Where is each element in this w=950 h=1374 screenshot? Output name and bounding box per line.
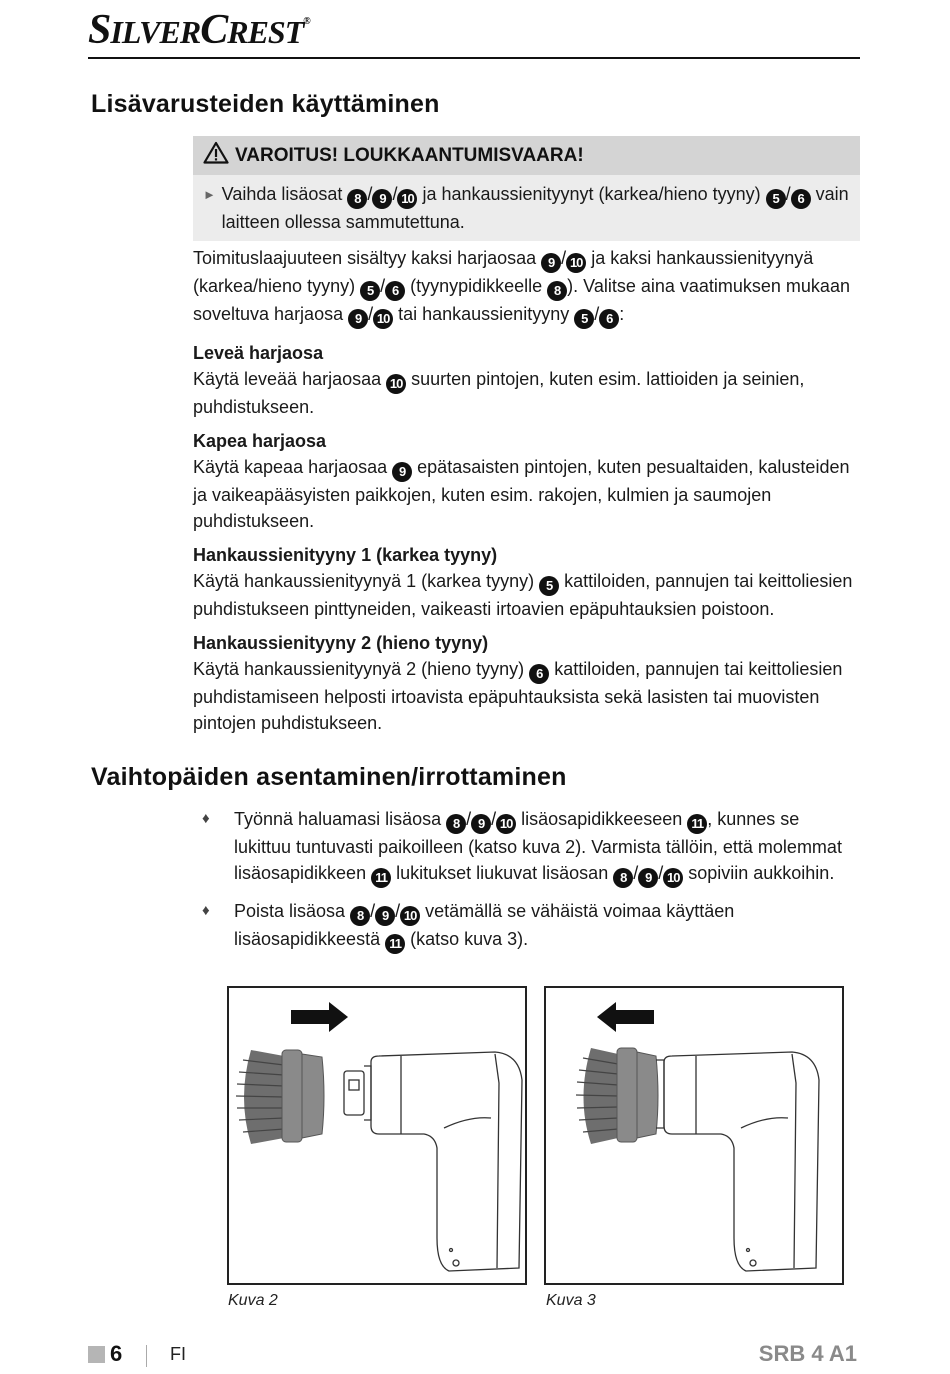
part-number-badge: 9: [392, 462, 412, 482]
diamond-bullet-icon: ♦: [202, 810, 210, 827]
subsection-title: Leveä harjaosa: [193, 343, 324, 363]
part-number-badge: 8: [347, 189, 367, 209]
text: /: [491, 809, 497, 829]
logo-letter: S: [88, 7, 111, 53]
footer-divider: [146, 1345, 147, 1367]
part-number-badge: 9: [638, 868, 658, 888]
logo-part: ILVER: [110, 14, 201, 50]
brush-head-illustration: [576, 1048, 658, 1144]
text: /: [380, 276, 386, 296]
warning-box: [193, 136, 860, 241]
subsection-title: Kapea harjaosa: [193, 431, 327, 451]
text: ). Valitse aina vaatimuksen mukaan soveltuva harjaosa: [193, 276, 850, 324]
device-illustration: [229, 988, 525, 1283]
registered-mark: ®: [303, 16, 310, 27]
page-number: 6: [110, 1341, 123, 1366]
warning-header: [193, 136, 860, 175]
figure-detach: [544, 986, 844, 1285]
part-number-badge: 10: [496, 814, 516, 834]
part-number-badge: 6: [385, 281, 405, 301]
part-number-badge: 10: [566, 253, 586, 273]
triangle-bullet-icon: ►: [203, 187, 216, 202]
figure-caption: Kuva 2: [228, 1292, 278, 1309]
list-item: [200, 806, 850, 888]
figure-caption: Kuva 3: [546, 1292, 596, 1309]
part-number-badge: 9: [471, 814, 491, 834]
text: Työnnä haluamasi lisäosa: [234, 809, 447, 829]
subsection-title: Hankaussienityyny 2 (hieno tyyny): [193, 633, 489, 653]
section-title-attach-detach: Vaihtopäiden asentaminen/irrottaminen: [91, 763, 567, 791]
part-number-badge: 9: [541, 253, 561, 273]
text: Käytä kapeaa harjaosaa: [193, 457, 393, 477]
text: (tyynypidikkeelle: [405, 276, 548, 296]
model-number: SRB 4 A1: [758, 1341, 857, 1366]
figure-attach: [227, 986, 527, 1285]
text: Poista lisäosa: [234, 901, 351, 921]
text: /: [785, 184, 791, 204]
brand-logo: [88, 6, 310, 54]
subsection-narrow-brush: [193, 428, 853, 534]
part-number-badge: 10: [386, 374, 406, 394]
diamond-bullet-icon: ♦: [202, 902, 210, 919]
text: /: [633, 863, 639, 883]
part-number-badge: 6: [791, 189, 811, 209]
part-number-badge: 11: [371, 868, 391, 888]
warning-title: VAROITUS! LOUKKAANTUMISVAARA!: [235, 144, 584, 166]
text: ja kaksi hankaussienityynyä (karkea/hieno tyyny): [193, 248, 814, 296]
part-number-badge: 10: [397, 189, 417, 209]
text: /: [658, 863, 664, 883]
part-number-badge: 5: [360, 281, 380, 301]
part-number-badge: 10: [663, 868, 683, 888]
logo-part: REST: [227, 14, 304, 50]
text: lukitukset liukuvat lisäosan: [391, 863, 614, 883]
part-number-badge: 8: [613, 868, 633, 888]
text: Käytä hankaussienityynyä 2 (hieno tyyny): [193, 659, 530, 679]
text: , kunnes se lukittuu tuntuvasti paikoilleen (katso kuva 2). Varmista tällöin, että molemmat lisäosapidikkeen: [234, 809, 842, 883]
list-item-text: [234, 806, 850, 888]
text: Vaihda lisäosat: [221, 184, 348, 204]
warning-item: [193, 175, 860, 241]
part-number-badge: 5: [766, 189, 786, 209]
part-number-badge: 8: [350, 906, 370, 926]
text: :: [619, 304, 625, 324]
part-number-badge: 6: [599, 309, 619, 329]
section-title-accessories: Lisävarusteiden käyttäminen: [91, 90, 440, 118]
part-number-badge: 10: [400, 906, 420, 926]
text: Käytä hankaussienityynyä 1 (karkea tyyny): [193, 571, 540, 591]
text: sopiviin aukkoihin.: [683, 863, 835, 883]
text: /: [367, 184, 373, 204]
header-divider: [88, 57, 860, 59]
text: /: [368, 304, 374, 324]
intro-paragraph: [193, 245, 853, 329]
text: (katso kuva 3).: [405, 929, 529, 949]
device-body-illustration: [656, 1052, 819, 1271]
text: suurten pintojen, kuten esim. lattioiden ja seinien, puhdistukseen.: [193, 369, 805, 417]
list-item: [200, 898, 850, 954]
part-number-badge: 5: [574, 309, 594, 329]
part-number-badge: 9: [372, 189, 392, 209]
text: Toimituslaajuuteen sisältyy kaksi harjaosaa: [193, 248, 542, 268]
text: kattiloiden, pannujen tai keittoliesien puhdistukseen pinttyneiden, vaikeasti irtoavien epäpuhtauksien poistoon.: [193, 571, 853, 619]
text: /: [561, 248, 567, 268]
brush-head-illustration: [236, 1050, 324, 1144]
list-item-text: [234, 898, 850, 954]
text: /: [466, 809, 472, 829]
language-code: FI: [170, 1344, 186, 1364]
device-body-illustration: [344, 1052, 522, 1271]
text: /: [395, 901, 401, 921]
arrow-left-icon: [597, 1002, 654, 1032]
text: /: [594, 304, 600, 324]
instruction-list: [200, 806, 850, 964]
part-number-badge: 5: [539, 576, 559, 596]
text: tai hankaussienityyny: [393, 304, 575, 324]
part-number-badge: 8: [547, 281, 567, 301]
logo-letter: C: [200, 7, 228, 53]
arrow-right-icon: [291, 1002, 348, 1032]
subsection-title: Hankaussienityyny 1 (karkea tyyny): [193, 545, 498, 565]
part-number-badge: 6: [529, 664, 549, 684]
part-number-badge: 11: [687, 814, 707, 834]
part-number-badge: 10: [373, 309, 393, 329]
text: epätasaisten pintojen, kuten pesualtaiden, kalusteiden ja vaikeapääsyisten paikkojen, kuten esim. rakojen, kulmien ja saumojen puhdistukseen.: [193, 457, 850, 531]
footer-marker: [88, 1346, 105, 1363]
subsection-coarse-pad: [193, 542, 853, 622]
text: vain laitteen ollessa sammutettuna.: [221, 184, 849, 232]
part-number-badge: 8: [446, 814, 466, 834]
text: lisäosapidikkeeseen: [516, 809, 688, 829]
warning-text: [222, 181, 850, 235]
text: /: [370, 901, 376, 921]
part-number-badge: 11: [385, 934, 405, 954]
text: vetämällä se vähäistä voimaa käyttäen lisäosapidikkeestä: [234, 901, 735, 949]
text: /: [392, 184, 398, 204]
part-number-badge: 9: [375, 906, 395, 926]
device-illustration: [546, 988, 842, 1283]
text: Käytä leveää harjaosaa: [193, 369, 387, 389]
warning-triangle-icon: [203, 141, 229, 170]
subsection-wide-brush: [193, 340, 853, 420]
text: kattiloiden, pannujen tai keittoliesien puhdistamiseen helposti irtoavista epäpuhtauksista sekä lasisten tai muovisten pintojen puhdistukseen.: [193, 659, 843, 733]
part-number-badge: 9: [348, 309, 368, 329]
subsection-fine-pad: [193, 630, 853, 736]
text: ja hankaussienityynyt (karkea/hieno tyyny): [417, 184, 766, 204]
